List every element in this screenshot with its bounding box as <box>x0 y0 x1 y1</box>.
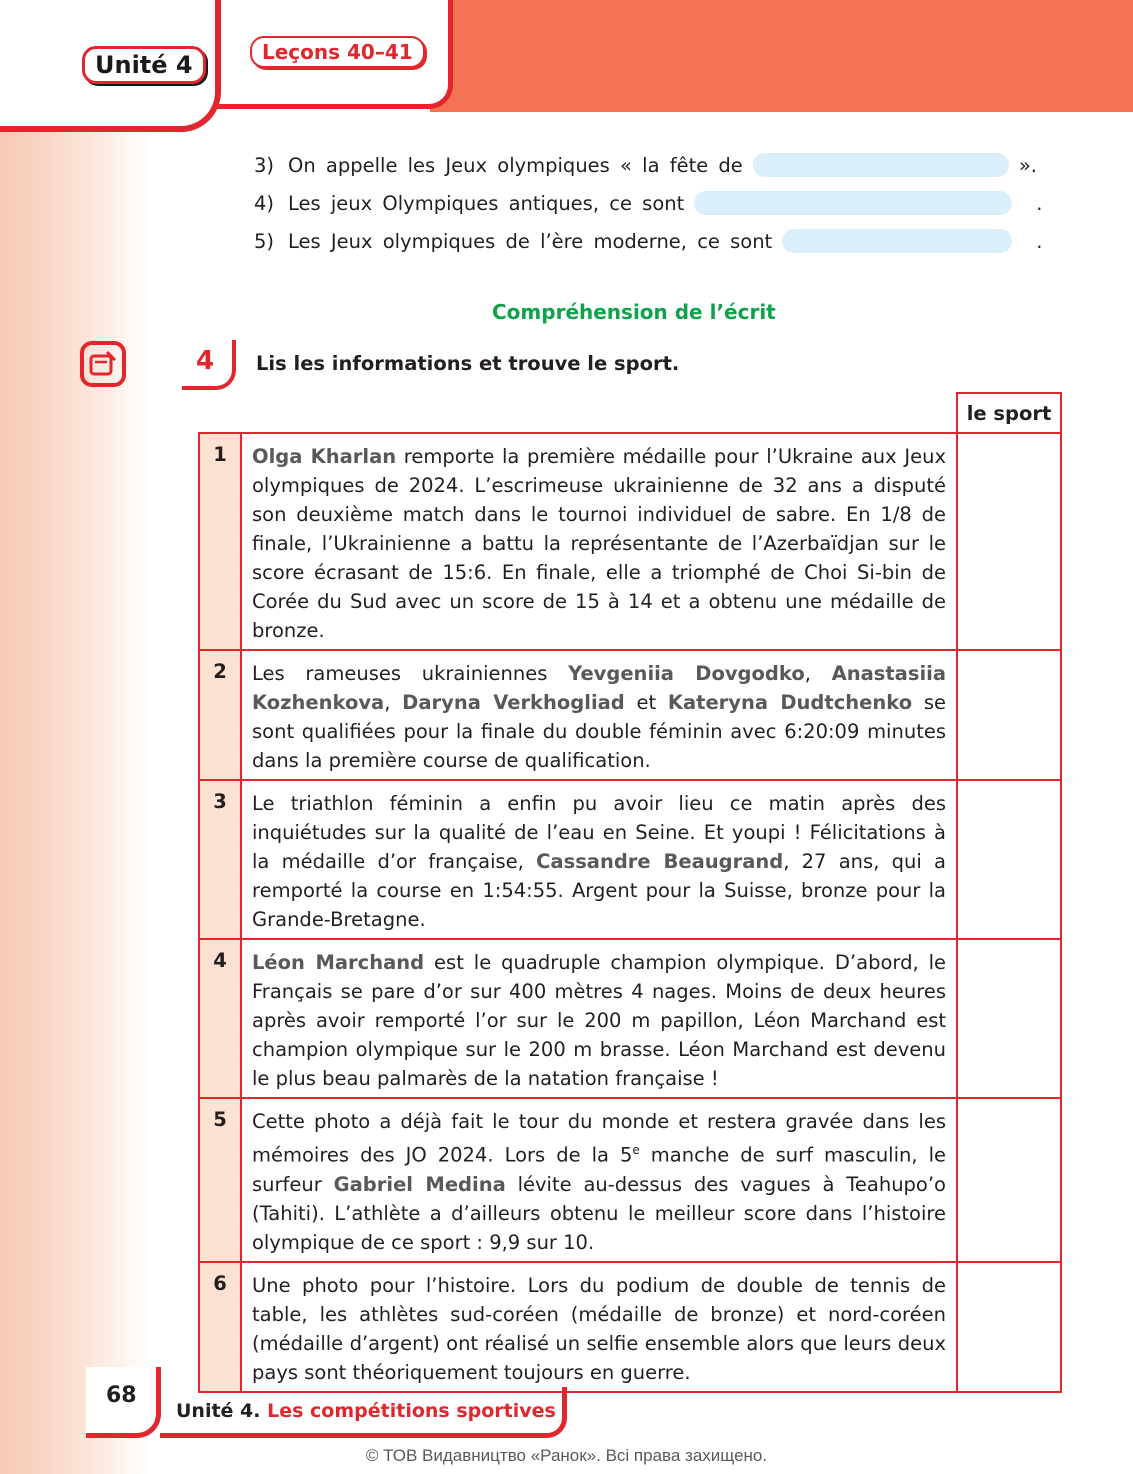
text-segment: remporte la première médaille pour l’Ukraine aux Jeux olympiques de 2024. L’escrimeuse ukrainienne de 32 ans a disputé son deuxième match dans le tournoi individuel de sabre. En 1/8 de finale, l’Ukrainienne a battu la représentante de l’Azerbaïdjan sur le score écrasant de 15:6. En finale, elle a triomphé de Choi Si-bin de Corée du Sud avec un score de 15 à 14 et a obtenu une médaille de bronze. <box>252 445 946 642</box>
row-text <box>241 939 957 1098</box>
line-text: On appelle les Jeux olympiques « la fête de <box>288 153 743 177</box>
line-number: 5) <box>254 229 275 253</box>
row-number: 4 <box>199 939 241 1098</box>
text-segment: , <box>384 691 403 714</box>
exercise-number-digit: 4 <box>196 346 215 376</box>
section-title: Compréhension de l’écrit <box>492 300 776 324</box>
text-segment: Le triathlon féminin a enfin pu avoir lieu ce matin après des inquiétudes sur la qualité de l’eau en Seine. Et youpi ! Félicitations à la médaille d’or française, <box>252 792 946 873</box>
row-text <box>241 650 957 780</box>
sport-answer-cell[interactable] <box>957 433 1061 650</box>
line-end: ». <box>1018 153 1037 177</box>
athlete-name: Gabriel Medina <box>333 1172 506 1196</box>
text-segment: Une photo pour l’histoire. Lors du podium de double de tennis de table, les athlètes sud-coréen (médaille de bronze) et nord-coréen (médaille d’argent) ont réalisé un selfie ensemble alors que leurs deux pays sont théoriquement toujours en guerre. <box>252 1273 946 1384</box>
table-row <box>199 939 1061 1098</box>
header-band <box>430 0 1133 112</box>
fill-in-lines <box>254 146 1064 260</box>
text-segment: , 27 ans, qui a remporté la course en 1:54:55. Argent pour la Suisse, bronze pour la Grande-Bretagne. <box>252 850 947 931</box>
text-segment: Cette photo a déjà fait le tour du monde et restera gravée dans les mémoires des JO 2024. Lors de la 5 <box>252 1110 946 1167</box>
footer-unit-title: Les compétitions sportives <box>267 1400 556 1422</box>
athlete-name: Léon Marchand <box>252 951 425 974</box>
row-text <box>241 780 957 939</box>
book-pencil-icon <box>80 341 126 387</box>
sport-answer-cell[interactable] <box>957 1262 1061 1392</box>
page-number: 68 <box>106 1383 137 1408</box>
row-text <box>241 433 957 650</box>
exercise-number <box>182 340 238 390</box>
athlete-name: Yevgeniia Dovgodko <box>568 662 805 685</box>
table-row <box>199 433 1061 650</box>
page-number-tab <box>86 1367 161 1438</box>
answer-blank[interactable] <box>782 229 1012 253</box>
text-segment: est le quadruple champion olympique. D’abord, le Français se pare d’or sur 400 mètres 4 nages. Moins de deux heures après avoir remporté l’or sur le 200 m papillon, Léon Marchand est champion olympique sur le 200 m brasse. Léon Marchand est devenu le plus beau palmarès de la natation française ! <box>252 951 947 1090</box>
text-segment: se sont qualifiées pour la finale du double féminin avec 6:20:09 minutes dans la première course de qualification. <box>252 691 946 772</box>
athlete-name: Olga Kharlan <box>252 445 397 468</box>
line-text: Les jeux Olympiques antiques, ce sont <box>288 191 685 215</box>
row-number: 1 <box>199 433 241 650</box>
lessons-badge: Leçons 40–41 <box>250 36 425 68</box>
row-number: 3 <box>199 780 241 939</box>
table-row <box>199 1098 1061 1262</box>
line-number: 3) <box>254 153 275 177</box>
exercise-instruction: Lis les informations et trouve le sport. <box>256 352 680 375</box>
table-row <box>199 780 1061 939</box>
table-row <box>199 650 1061 780</box>
row-number: 6 <box>199 1262 241 1392</box>
line-text: Les Jeux olympiques de l’ère moderne, ce sont <box>288 229 773 253</box>
text-segment: Les rameuses ukrainiennes <box>252 662 569 685</box>
athlete-name: Cassandre Beaugrand <box>536 850 784 873</box>
text-segment: manche de surf masculin, le surfeur <box>252 1143 946 1196</box>
sport-answer-cell[interactable] <box>957 780 1061 939</box>
sport-answer-cell[interactable] <box>957 650 1061 780</box>
athlete-name: Kateryna Dudtchenko <box>667 691 913 714</box>
sport-answer-cell[interactable] <box>957 1098 1061 1262</box>
footer-title <box>176 1400 556 1422</box>
answer-blank[interactable] <box>753 153 1009 177</box>
text-segment: e <box>632 1143 640 1157</box>
unit-badge: Unité 4 <box>82 46 206 84</box>
fill-line <box>254 184 1064 222</box>
footer-unit: Unité 4. <box>176 1400 261 1422</box>
athlete-name: Daryna Verkhogliad <box>402 691 625 714</box>
row-text <box>241 1098 957 1262</box>
text-segment: , <box>804 662 832 685</box>
sport-answer-cell[interactable] <box>957 939 1061 1098</box>
fill-line <box>254 146 1064 184</box>
line-number: 4) <box>254 191 275 215</box>
fill-line <box>254 222 1064 260</box>
text-segment: lévite au-dessus des vagues à Teahupo’o (Tahiti). L’athlète a d’ailleurs obtenu le meilleur score dans l’histoire olympique de ce sport : 9,9 sur 10. <box>252 1172 946 1254</box>
sports-table <box>198 392 1062 1393</box>
line-end: . <box>1036 191 1043 215</box>
answer-column-header: le sport <box>957 393 1061 433</box>
line-end: . <box>1036 229 1043 253</box>
answer-blank[interactable] <box>694 191 1012 215</box>
athlete-name: Anastasiia Kozhenkova <box>252 662 946 714</box>
text-segment: et <box>624 691 668 714</box>
row-number: 2 <box>199 650 241 780</box>
table-corner <box>199 393 957 433</box>
copyright: © ТОВ Видавництво «Ранок». Всі права захищено. <box>365 1446 768 1465</box>
row-number: 5 <box>199 1098 241 1262</box>
left-decorative-strip <box>0 0 150 1474</box>
table-header-row <box>199 393 1061 433</box>
